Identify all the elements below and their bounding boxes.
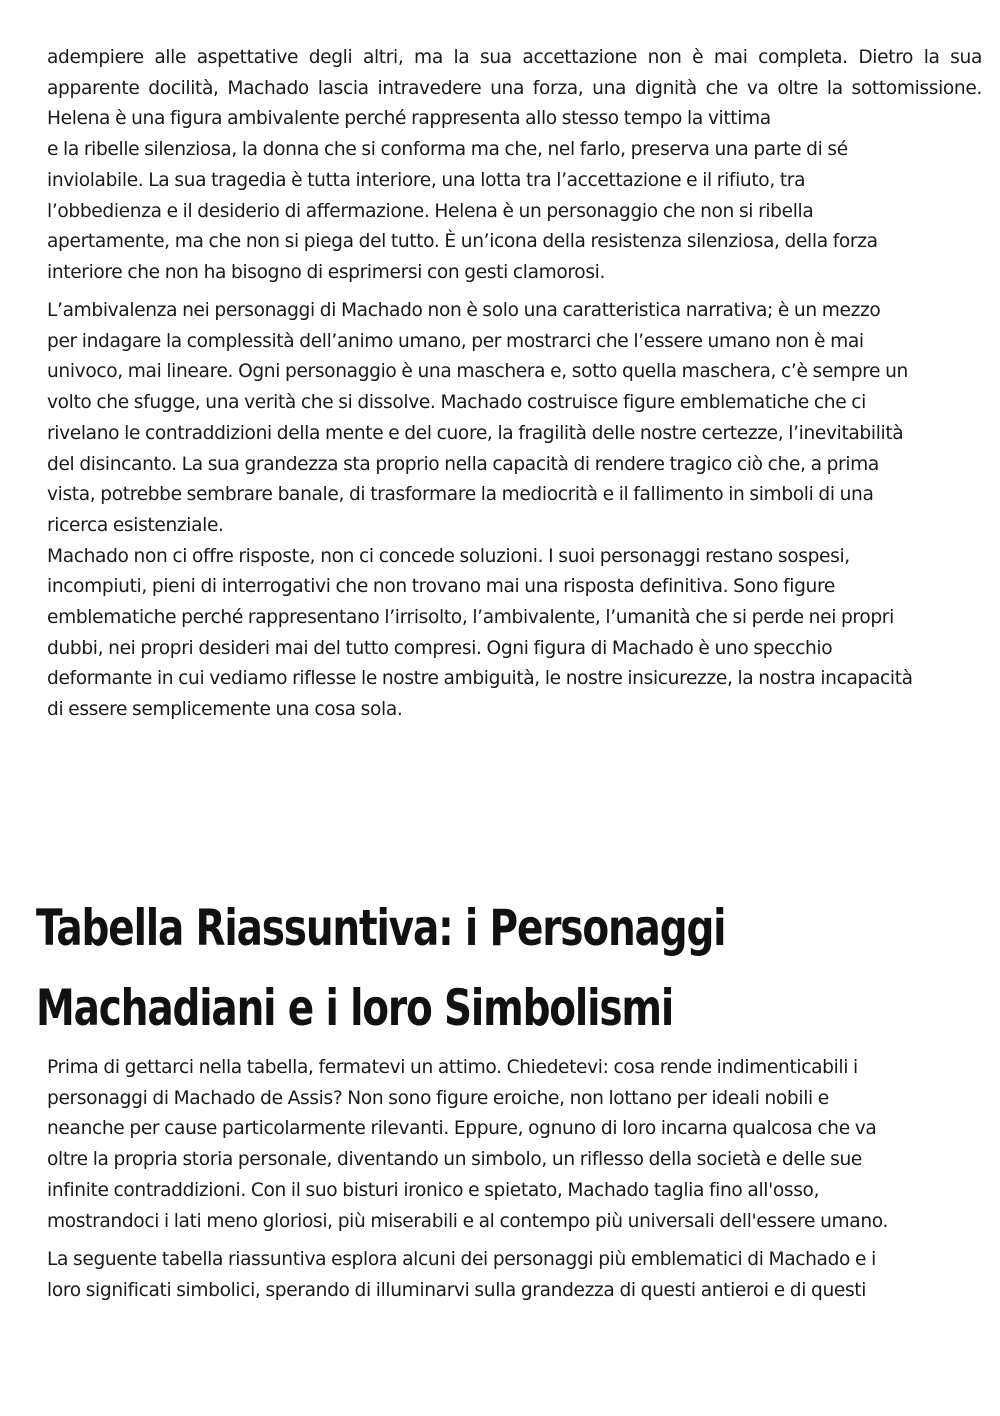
text-line: mostrandoci i lati meno gloriosi, più miserabili e al contempo più universali dell'essere umano. — [47, 1210, 889, 1232]
text-line: Prima di gettarci nella tabella, fermatevi un attimo. Chiedetevi: cosa rende indimenticabili i — [47, 1057, 858, 1078]
text-line: apparente docilità, Machado lascia intravedere una forza, una dignità che va oltre la sottomissione. — [47, 77, 982, 99]
section-heading — [36, 888, 725, 1048]
heading-line: Machadiani e i loro Simbolismi — [36, 979, 674, 1037]
text-line: infinite contraddizioni. Con il suo bisturi ironico e spietato, Machado taglia fino all'osso, — [47, 1179, 820, 1201]
text-line: La seguente tabella riassuntiva esplora alcuni dei personaggi più emblematici di Machado e i — [47, 1249, 876, 1270]
text-line: rivelano le contraddizioni della mente e del cuore, la fragilità delle nostre certezze, l’inevitabilità — [47, 422, 904, 444]
paragraph-table-intro — [47, 1053, 982, 1237]
text-line: del disincanto. La sua grandezza sta proprio nella capacità di rendere tragico ciò che, a prima — [47, 453, 879, 475]
text-line: emblematiche perché rappresentano l’irrisolto, l’ambivalente, l’umanità che si perde nei propri — [47, 607, 894, 629]
text-line: di essere semplicemente una cosa sola. — [47, 699, 403, 721]
text-line: incompiuti, pieni di interrogativi che non trovano mai una risposta definitiva. Sono figure — [47, 576, 835, 598]
text-line: Machado non ci offre risposte, non ci concede soluzioni. I suoi personaggi restano sospesi, — [47, 545, 850, 567]
text-line: neanche per cause particolarmente rilevanti. Eppure, ognuno di loro incarna qualcosa che va — [47, 1118, 877, 1140]
text-line: oltre la propria storia personale, diventando un simbolo, un riflesso della società e delle sue — [47, 1149, 862, 1171]
text-line: adempiere alle aspettative degli altri, ma la sua accettazione non è mai completa. Dietro la sua — [47, 47, 982, 68]
text-line: Helena è una figura ambivalente perché rappresenta allo stesso tempo la vittima — [47, 108, 771, 130]
text-line: vista, potrebbe sembrare banale, di trasformare la mediocrità e il fallimento in simboli di una — [47, 484, 874, 506]
text-line: apertamente, ma che non si piega del tutto. È un’icona della resistenza silenziosa, della forza — [47, 231, 878, 253]
text-line: e la ribelle silenziosa, la donna che si conforma ma che, nel farlo, preserva una parte di sé — [47, 139, 848, 161]
text-line: per indagare la complessità dell’animo umano, per mostrarci che l’essere umano non è mai — [47, 330, 864, 352]
paragraph-ambivalence — [47, 296, 982, 726]
text-line: L’ambivalenza nei personaggi di Machado non è solo una caratteristica narrativa; è un mezzo — [47, 300, 881, 321]
text-line: volto che sfugge, una verità che si dissolve. Machado costruisce figure emblematiche che ci — [47, 392, 866, 414]
paragraph-helena-conclusion — [47, 43, 982, 289]
text-line: interiore che non ha bisogno di esprimersi con gesti clamorosi. — [47, 261, 606, 283]
text-line: univoco, mai lineare. Ogni personaggio è una maschera e, sotto quella maschera, c’è sempre un — [47, 361, 908, 383]
text-line: inviolabile. La sua tragedia è tutta interiore, una lotta tra l’accettazione e il rifiuto, tra — [47, 169, 806, 191]
text-line: l’obbedienza e il desiderio di affermazione. Helena è un personaggio che non si ribella — [47, 200, 814, 222]
text-line: loro significati simbolici, sperando di illuminarvi sulla grandezza di questi antieroi e di questi — [47, 1279, 867, 1301]
text-line: deformante in cui vediamo riflesse le nostre ambiguità, le nostre insicurezze, la nostra incapacità — [47, 668, 913, 690]
heading-line: Tabella Riassuntiva: i Personaggi — [36, 899, 726, 957]
text-line: personaggi di Machado de Assis? Non sono figure eroiche, non lottano per ideali nobili e — [47, 1087, 829, 1109]
text-line: dubbi, nei propri desideri mai del tutto compresi. Ogni figura di Machado è uno specchio — [47, 637, 833, 659]
paragraph-table-description — [47, 1245, 982, 1306]
text-line: ricerca esistenziale. — [47, 514, 224, 536]
